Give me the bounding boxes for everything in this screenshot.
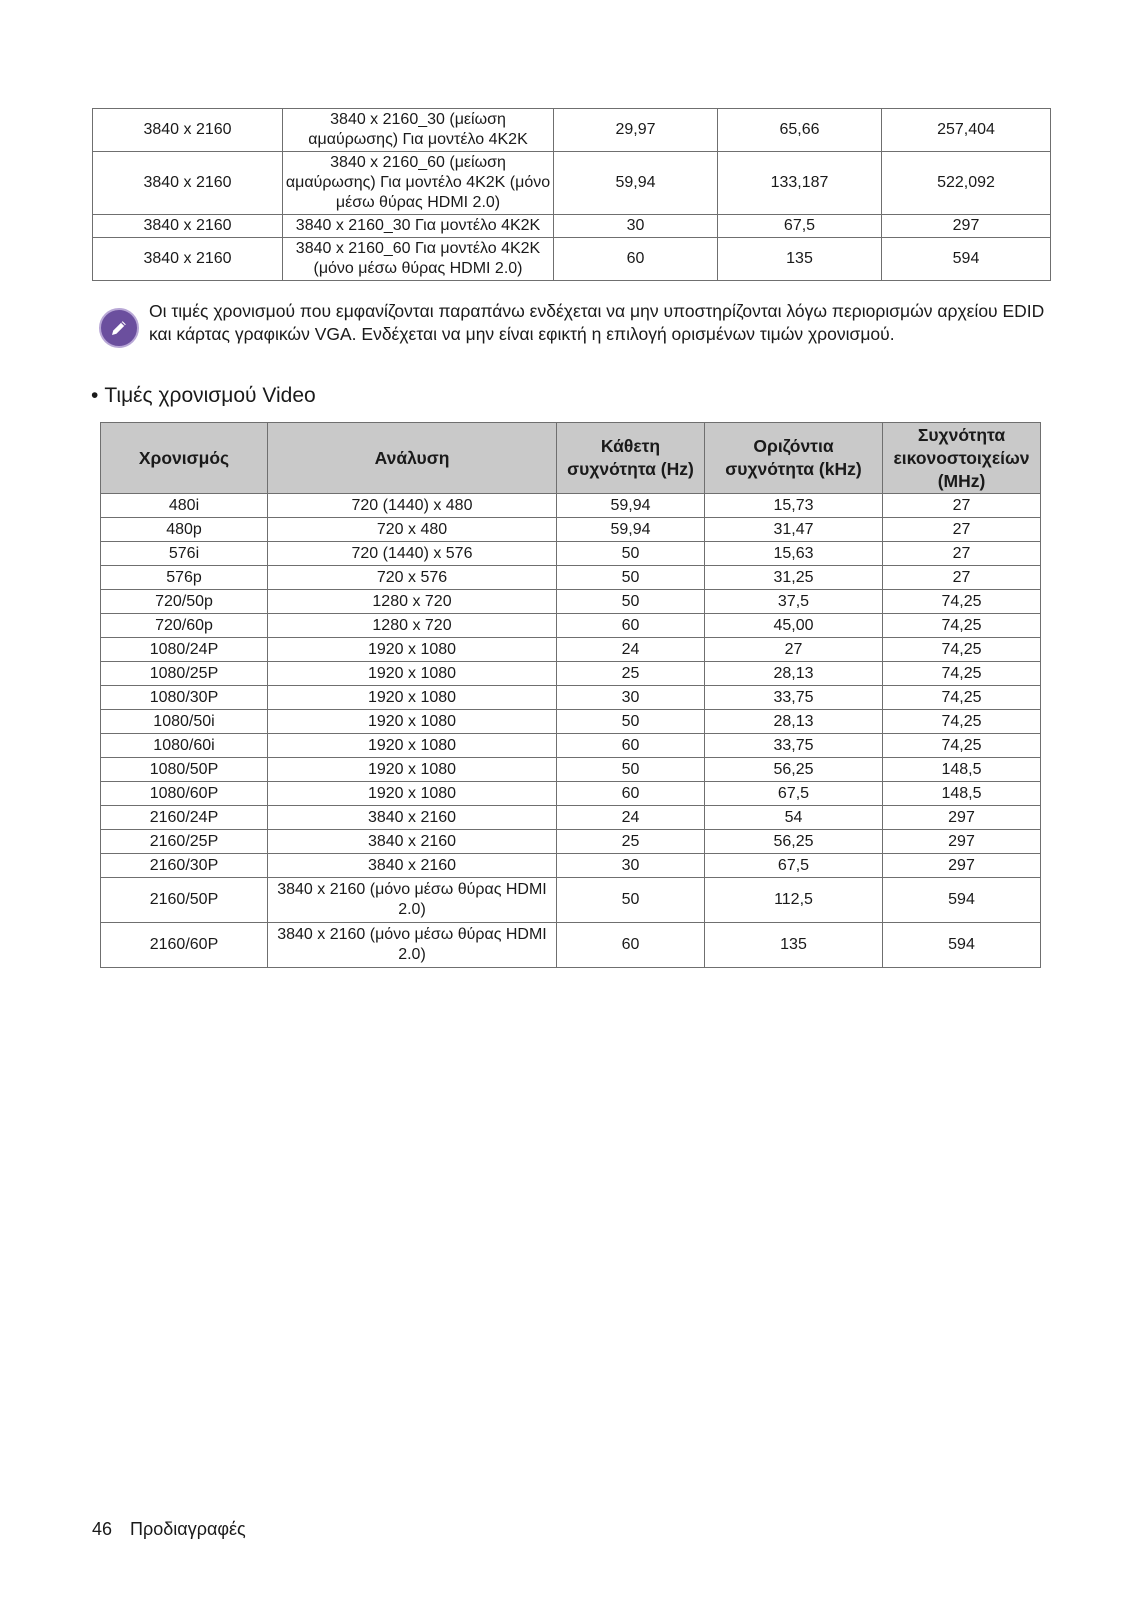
table-cell: 50	[557, 590, 705, 614]
table-row	[101, 830, 1041, 854]
table-row	[101, 614, 1041, 638]
table-cell: 3840 x 2160	[93, 215, 283, 238]
table-cell: 3840 x 2160_30 Για μοντέλο 4K2K	[283, 215, 554, 238]
table-cell: 27	[883, 494, 1041, 518]
table-cell: 1080/60i	[101, 734, 268, 758]
table-cell: 30	[557, 686, 705, 710]
table-cell: 3840 x 2160	[93, 109, 283, 152]
table-cell: 1920 x 1080	[268, 686, 557, 710]
table-cell: 133,187	[718, 152, 882, 215]
table-cell: 60	[557, 734, 705, 758]
table-cell: 30	[557, 854, 705, 878]
table-cell: 15,73	[705, 494, 883, 518]
table-cell: 1080/60P	[101, 782, 268, 806]
table-cell: 74,25	[883, 662, 1041, 686]
section-title: Τιμές χρονισμού Video	[104, 384, 316, 407]
table-cell: 25	[557, 830, 705, 854]
column-header-horizontal-frequency: Οριζόντια συχνότητα (kHz)	[705, 423, 883, 494]
table-cell: 74,25	[883, 614, 1041, 638]
table-cell: 29,97	[554, 109, 718, 152]
table-cell: 27	[883, 542, 1041, 566]
table-cell: 297	[883, 806, 1041, 830]
table-cell: 2160/50P	[101, 878, 268, 923]
table-cell: 60	[557, 614, 705, 638]
table-cell: 3840 x 2160_60 Για μοντέλο 4K2K (μόνο μέσω θύρας HDMI 2.0)	[283, 238, 554, 281]
table-cell: 27	[705, 638, 883, 662]
table-row	[101, 638, 1041, 662]
table-cell: 3840 x 2160_60 (μείωση αμαύρωσης) Για μοντέλο 4K2K (μόνο μέσω θύρας HDMI 2.0)	[283, 152, 554, 215]
table-cell: 15,63	[705, 542, 883, 566]
table-cell: 1080/50i	[101, 710, 268, 734]
table-cell: 50	[557, 758, 705, 782]
table-row	[101, 590, 1041, 614]
table-cell: 74,25	[883, 710, 1041, 734]
table-cell: 148,5	[883, 758, 1041, 782]
table-cell: 60	[557, 782, 705, 806]
table-cell: 27	[883, 566, 1041, 590]
table-cell: 720/50p	[101, 590, 268, 614]
table-row	[101, 566, 1041, 590]
table-row	[101, 758, 1041, 782]
table-row	[101, 806, 1041, 830]
table-cell: 720 (1440) x 480	[268, 494, 557, 518]
table-cell: 74,25	[883, 734, 1041, 758]
table-cell: 30	[554, 215, 718, 238]
note-text: Οι τιμές χρονισμού που εμφανίζονται παραπάνω ενδέχεται να μην υποστηρίζονται λόγω περιορισμών αρχείου EDID και κάρτας γραφικών VGA. Ενδέχεται να μην είναι εφικτή η επιλογή ορισμένων τιμών χρονισμού.	[149, 301, 1045, 344]
table-cell: 576i	[101, 542, 268, 566]
table-cell: 257,404	[882, 109, 1051, 152]
table-row	[101, 686, 1041, 710]
table-cell: 54	[705, 806, 883, 830]
table-cell: 1280 x 720	[268, 590, 557, 614]
table-cell: 576p	[101, 566, 268, 590]
table-cell: 24	[557, 638, 705, 662]
table-cell: 28,13	[705, 662, 883, 686]
table-cell: 297	[883, 854, 1041, 878]
table-cell: 594	[882, 238, 1051, 281]
table-cell: 31,25	[705, 566, 883, 590]
column-header-vertical-frequency: Κάθετη συχνότητα (Hz)	[557, 423, 705, 494]
table-cell: 25	[557, 662, 705, 686]
table-row	[93, 238, 1051, 281]
table-cell: 45,00	[705, 614, 883, 638]
table-cell: 67,5	[705, 854, 883, 878]
table-cell: 59,94	[557, 518, 705, 542]
table-cell: 1080/50P	[101, 758, 268, 782]
table-row	[101, 878, 1041, 923]
section-heading	[91, 383, 316, 409]
table-cell: 67,5	[718, 215, 882, 238]
table-cell: 59,94	[554, 152, 718, 215]
table-row	[101, 710, 1041, 734]
table-cell: 3840 x 2160 (μόνο μέσω θύρας HDMI 2.0)	[268, 923, 557, 968]
table-cell: 135	[718, 238, 882, 281]
table-cell: 65,66	[718, 109, 882, 152]
table-row	[101, 542, 1041, 566]
pencil-note-icon	[99, 308, 139, 348]
table-cell: 56,25	[705, 758, 883, 782]
table-row	[101, 734, 1041, 758]
table-row	[93, 215, 1051, 238]
table-cell: 1280 x 720	[268, 614, 557, 638]
table-row	[101, 494, 1041, 518]
table-cell: 135	[705, 923, 883, 968]
table-cell: 74,25	[883, 590, 1041, 614]
video-timing-table	[100, 422, 1041, 968]
table-cell: 297	[883, 830, 1041, 854]
table-cell: 50	[557, 566, 705, 590]
table-cell: 480i	[101, 494, 268, 518]
table-cell: 33,75	[705, 686, 883, 710]
table-cell: 3840 x 2160	[93, 152, 283, 215]
column-header-timing: Χρονισμός	[101, 423, 268, 494]
table-cell: 33,75	[705, 734, 883, 758]
table-row	[101, 854, 1041, 878]
table-cell: 1080/30P	[101, 686, 268, 710]
table-cell: 2160/30P	[101, 854, 268, 878]
table-row	[101, 923, 1041, 968]
column-header-resolution: Ανάλυση	[268, 423, 557, 494]
column-header-pixel-frequency: Συχνότητα εικονοστοιχείων (MHz)	[883, 423, 1041, 494]
table-cell: 720/60p	[101, 614, 268, 638]
table-cell: 67,5	[705, 782, 883, 806]
table-cell: 522,092	[882, 152, 1051, 215]
table-cell: 720 x 576	[268, 566, 557, 590]
table-cell: 3840 x 2160 (μόνο μέσω θύρας HDMI 2.0)	[268, 878, 557, 923]
table-cell: 2160/24P	[101, 806, 268, 830]
table-cell: 1080/24P	[101, 638, 268, 662]
table-cell: 594	[883, 878, 1041, 923]
table-cell: 3840 x 2160	[268, 806, 557, 830]
table-cell: 297	[882, 215, 1051, 238]
table-cell: 1920 x 1080	[268, 662, 557, 686]
table-cell: 2160/25P	[101, 830, 268, 854]
table-cell: 24	[557, 806, 705, 830]
table-row	[93, 109, 1051, 152]
table-cell: 480p	[101, 518, 268, 542]
table-cell: 1920 x 1080	[268, 782, 557, 806]
table-row	[93, 152, 1051, 215]
table-cell: 720 x 480	[268, 518, 557, 542]
timing-table-continued	[92, 108, 1051, 281]
table-cell: 28,13	[705, 710, 883, 734]
table-cell: 56,25	[705, 830, 883, 854]
table-cell: 31,47	[705, 518, 883, 542]
table-cell: 594	[883, 923, 1041, 968]
table-cell: 3840 x 2160	[268, 854, 557, 878]
table-cell: 50	[557, 542, 705, 566]
table-cell: 27	[883, 518, 1041, 542]
footer-section-name: Προδιαγραφές	[130, 1519, 246, 1539]
table-cell: 1920 x 1080	[268, 638, 557, 662]
table-cell: 3840 x 2160_30 (μείωση αμαύρωσης) Για μοντέλο 4K2K	[283, 109, 554, 152]
table-cell: 3840 x 2160	[268, 830, 557, 854]
table-cell: 3840 x 2160	[93, 238, 283, 281]
page-footer	[92, 1518, 246, 1540]
table-cell: 74,25	[883, 638, 1041, 662]
table-cell: 1080/25P	[101, 662, 268, 686]
table-cell: 50	[557, 878, 705, 923]
page-number: 46	[92, 1519, 113, 1539]
table-row	[101, 782, 1041, 806]
table-cell: 37,5	[705, 590, 883, 614]
table-cell: 50	[557, 710, 705, 734]
table-row	[101, 662, 1041, 686]
table-row	[101, 518, 1041, 542]
table-cell: 112,5	[705, 878, 883, 923]
table-cell: 60	[557, 923, 705, 968]
table-cell: 59,94	[557, 494, 705, 518]
table-header-row	[101, 423, 1041, 494]
table-cell: 60	[554, 238, 718, 281]
table-cell: 1920 x 1080	[268, 758, 557, 782]
table-cell: 1920 x 1080	[268, 734, 557, 758]
table-cell: 148,5	[883, 782, 1041, 806]
table-cell: 1920 x 1080	[268, 710, 557, 734]
table-cell: 720 (1440) x 576	[268, 542, 557, 566]
table-cell: 2160/60P	[101, 923, 268, 968]
table-cell: 74,25	[883, 686, 1041, 710]
bullet-icon: •	[91, 384, 99, 407]
